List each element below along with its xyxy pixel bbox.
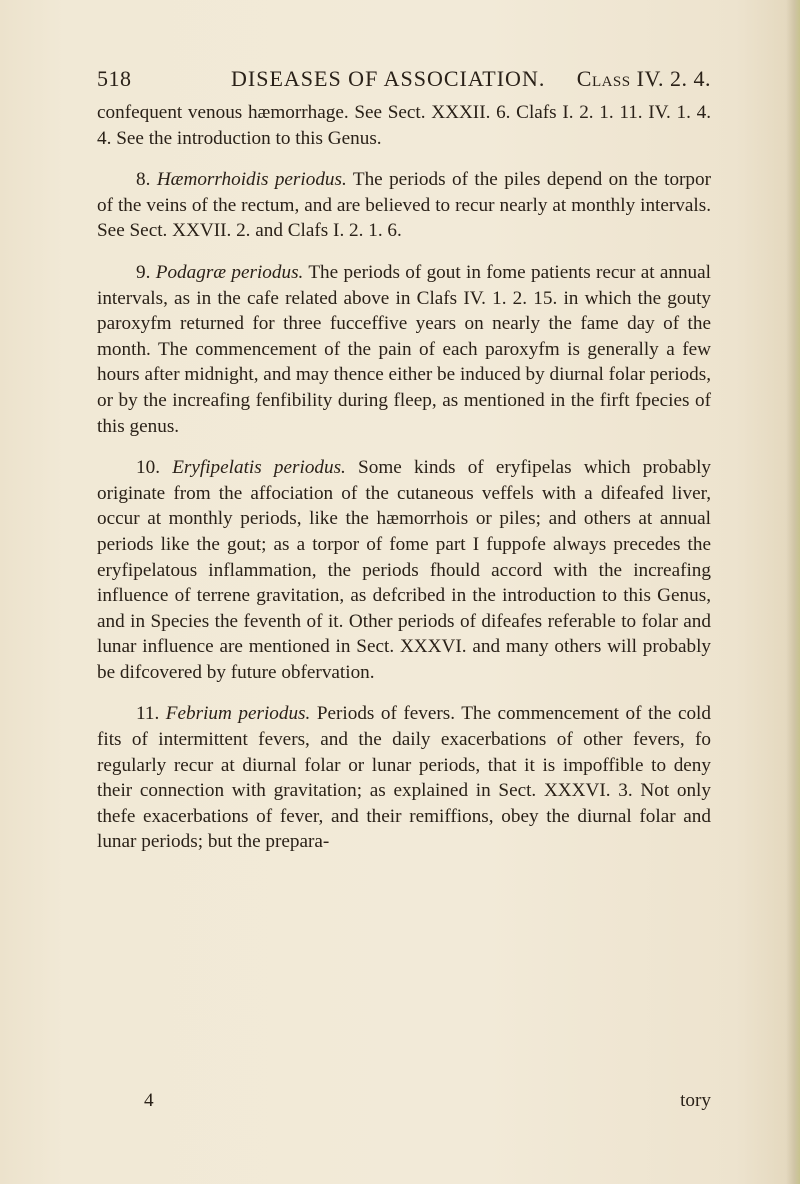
catchword: tory bbox=[680, 1090, 711, 1111]
page-number: 518 bbox=[97, 66, 132, 91]
paragraph-text: Periods of fevers. The commencement of the cold fits of intermittent fevers, and the daily exacerbations of other fevers, fo regularly recur at diurnal folar or lunar periods, that it is impoffible to deny their connection with gravitation; as explained in Sect. XXXVI. 3. Not only thefe exacerbations of fever, and their remiffions, obey the diurnal folar and lunar periods; but the prepara- bbox=[97, 703, 711, 853]
paragraph-podagrae bbox=[97, 260, 711, 439]
species-term: Febrium periodus. bbox=[165, 703, 311, 725]
paragraph-number: 10. bbox=[136, 457, 173, 479]
paragraph-eryfipelatis bbox=[97, 455, 711, 685]
species-term: Hæmorrhoidis periodus. bbox=[156, 169, 347, 191]
class-reference: Class IV. 2. 4. bbox=[576, 66, 711, 91]
paragraph-text: Some kinds of eryfipelas which probably originate from the affociation of the cutaneous veffels with a difeafed liver, occur at monthly periods, like the hæmorrhois or piles; and others at annual periods like the gout; as a torpor of fome part I fuppofe always precedes the eryfipelatous inflammation, the periods fhould accord with the increafing influence of terrene gravitation, as defcribed in the introduction to this Genus, and in Species the feventh of it. Other periods of difeafes referable to folar and lunar influence are mentioned in Sect. XXXVI. and many others will probably be difcovered by future obfervation. bbox=[97, 457, 712, 683]
species-term: Eryfipelatis periodus. bbox=[172, 457, 346, 479]
paragraph-haemorrhoidis bbox=[97, 167, 711, 244]
paragraph-text: confequent venous hæmorrhage. See Sect. XXXII. 6. Clafs I. 2. 1. 11. IV. 1. 4. 4. See the introduction to this Genus. bbox=[97, 102, 711, 149]
paragraph-number: 9. bbox=[136, 261, 156, 283]
body-text bbox=[97, 100, 711, 855]
paragraph-number: 11. bbox=[136, 703, 166, 725]
paragraph-febrium bbox=[97, 701, 711, 855]
paragraph-number: 8. bbox=[136, 169, 157, 191]
running-header bbox=[97, 66, 711, 96]
running-title: DISEASES OF ASSOCIATION. bbox=[231, 66, 546, 91]
paragraph-text: The periods of the piles depend on the torpor of the veins of the rectum, and are believed to recur nearly at monthly intervals. See Sect. XXVII. 2. and Clafs I. 2. 1. 6. bbox=[97, 169, 712, 242]
paragraph-text: The periods of gout in fome patients recur at annual intervals, as in the cafe related above in Clafs IV. 1. 2. 15. in which the gouty paroxyfm returned for three fucceffive years on nearly the fame day of the month. The commencement of the pain of each paroxyfm is generally a few hours after midnight, and may thence either be induced by diurnal folar periods, or by the increafing fenfibility during fleep, as mentioned in the firft fpecies of this genus. bbox=[97, 261, 712, 437]
paragraph-continuation bbox=[97, 100, 711, 151]
page-footer bbox=[97, 1090, 711, 1116]
species-term: Podagræ periodus. bbox=[155, 261, 304, 283]
signature-mark: 4 bbox=[144, 1090, 154, 1111]
page-edge-shadow bbox=[786, 0, 800, 1184]
